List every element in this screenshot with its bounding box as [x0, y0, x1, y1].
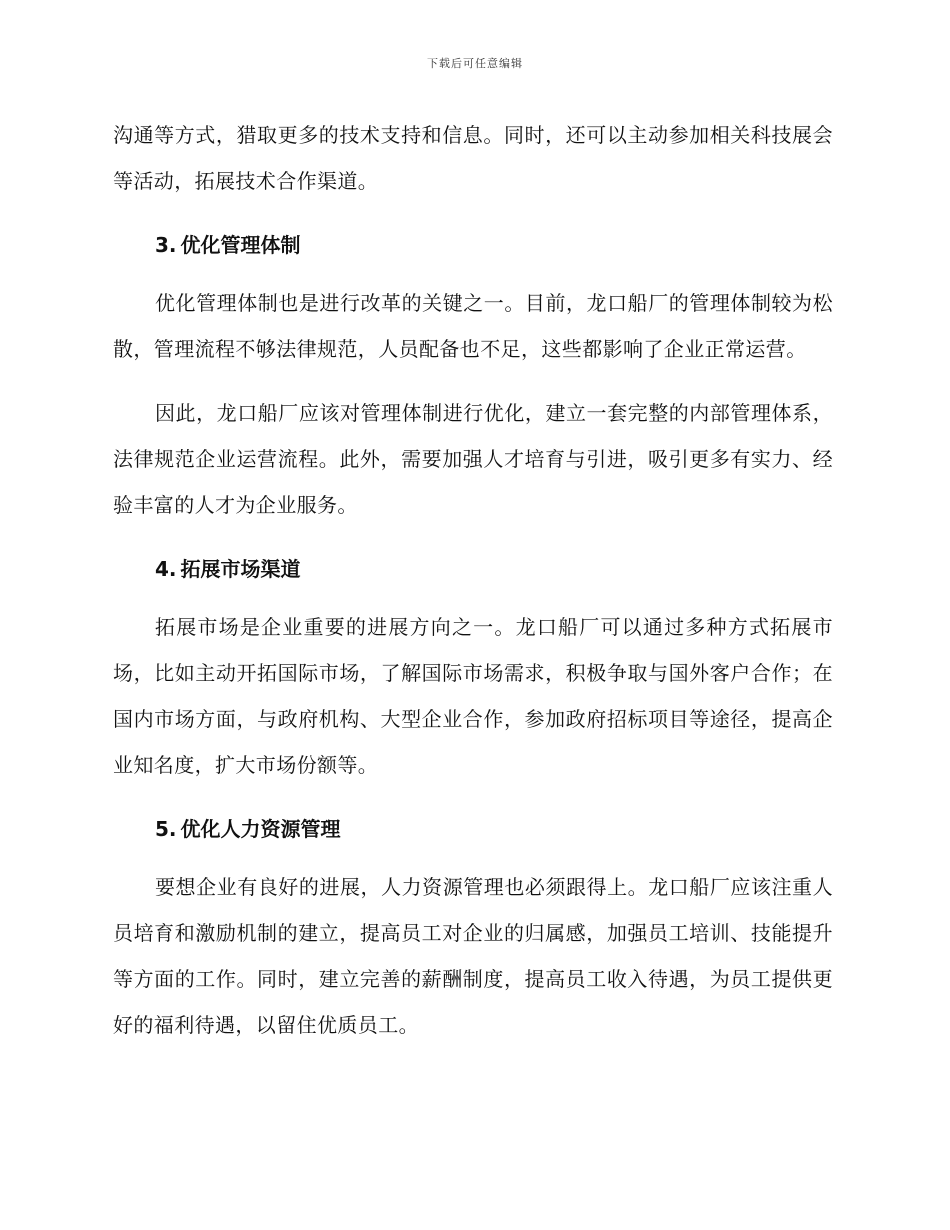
section-title: 优化管理体制	[180, 233, 301, 257]
section-title: 拓展市场渠道	[180, 557, 301, 581]
page-header-note: 下载后可任意编辑	[427, 57, 523, 70]
section-3-paragraph-2: 因此，龙口船厂应该对管理体制进行优化，建立一套完整的内部管理体系，法律规范企业运营流程。此外，需要加强人才培育与引进，吸引更多有实力、经验丰富的人才为企业服务。	[113, 401, 833, 517]
section-title: 优化人力资源管理	[180, 817, 341, 841]
intro-paragraph: 沟通等方式，猎取更多的技术支持和信息。同时，还可以主动参加相关科技展会等活动，拓展技术合作渠道。	[113, 123, 833, 193]
section-number: 3.	[155, 233, 177, 257]
section-5-paragraph-1: 要想企业有良好的进展，人力资源管理也必须跟得上。龙口船厂应该注重人员培育和激励机制的建立，提高员工对企业的归属感，加强员工培训、技能提升等方面的工作。同时，建立完善的薪酬制度，提高员工收入待遇，为员工提供更好的福利待遇，以留住优质员工。	[113, 875, 833, 1037]
section-4-paragraph-1: 拓展市场是企业重要的进展方向之一。龙口船厂可以通过多种方式拓展市场，比如主动开拓国际市场，了解国际市场需求，积极争取与国外客户合作；在国内市场方面，与政府机构、大型企业合作，参加政府招标项目等途径，提高企业知名度，扩大市场份额等。	[113, 615, 833, 777]
section-heading-4	[113, 546, 833, 592]
section-3-paragraph-1: 优化管理体制也是进行改革的关键之一。目前，龙口船厂的管理体制较为松散，管理流程不够法律规范，人员配备也不足，这些都影响了企业正常运营。	[113, 291, 833, 361]
section-heading-5	[113, 806, 833, 852]
section-number: 4.	[155, 557, 177, 581]
section-number: 5.	[155, 817, 177, 841]
document-body	[113, 112, 833, 1066]
section-heading-3	[113, 222, 833, 268]
